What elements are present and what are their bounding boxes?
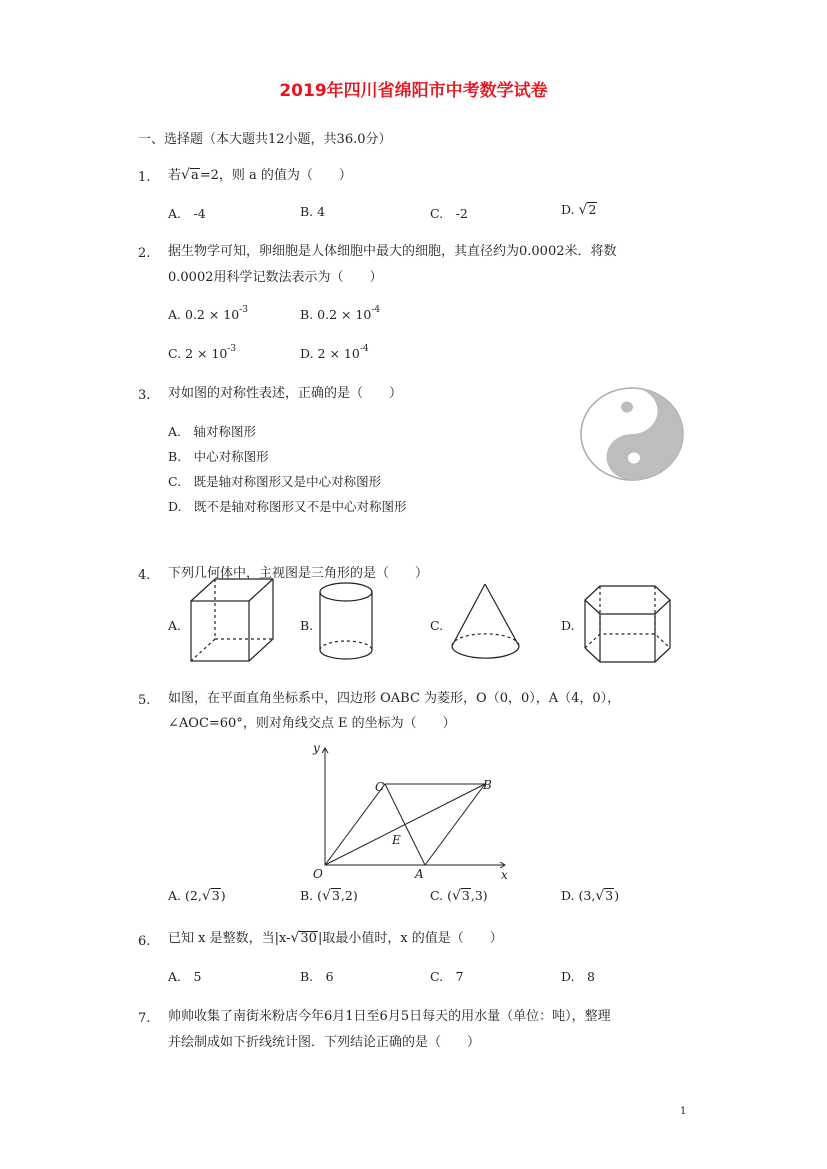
q1-radicand: a [190, 168, 199, 183]
question-2-line1: 据生物学可知，卵细胞是人体细胞中最大的细胞，其直径约为0.0002米．将数 [168, 244, 617, 259]
x-axis-label: x [501, 868, 508, 882]
point-b-label: B [483, 778, 492, 792]
q3-option-d: D. 既不是轴对称图形又不是中心对称图形 [168, 499, 407, 514]
question-4-text: 下列几何体中，主视图是三角形的是（ ） [168, 566, 429, 581]
q6-option-d: D. 8 [561, 969, 596, 984]
q6-option-a: A. 5 [168, 969, 202, 984]
rhombus-diagram [305, 740, 520, 885]
q1-post: =2，则 a 的值为（ ） [199, 168, 352, 183]
q6-option-c: C. 7 [430, 969, 464, 984]
question-6-text: 已知 x 是整数，当|x-√30|取最小值时，x 的值是（ ） [168, 930, 503, 946]
question-number: 2. [138, 246, 151, 261]
q4-label-a: A. [168, 618, 182, 633]
question-7-line2: 并绘制成如下折线统计图．下列结论正确的是（ ） [168, 1035, 481, 1050]
cylinder-figure [315, 580, 380, 666]
q1-option-d: D. √2 [561, 202, 597, 218]
question-number: 6. [138, 934, 151, 949]
question-1-text: 若√a=2，则 a 的值为（ ） [168, 167, 352, 183]
q1-option-a: A. -4 [168, 206, 206, 221]
question-3-text: 对如图的对称性表述，正确的是（ ） [168, 386, 403, 401]
point-e-label: E [392, 833, 401, 847]
page-number: 1 [680, 1106, 687, 1117]
question-number: 7. [138, 1011, 151, 1026]
q3-option-c: C. 既是轴对称图形又是中心对称图形 [168, 474, 382, 489]
q4-label-d: D. [561, 618, 575, 633]
question-5-line2: ∠AOC=60°，则对角线交点 E 的坐标为（ ） [168, 716, 456, 731]
question-number: 3. [138, 388, 151, 403]
question-7-line1: 帅帅收集了南街米粉店今年6月1日至6月5日每天的用水量（单位：吨），整理 [168, 1009, 611, 1024]
q3-option-b: B. 中心对称图形 [168, 449, 269, 464]
question-number: 4. [138, 568, 151, 583]
question-number: 5. [138, 693, 151, 708]
section-heading: 一、选择题（本大题共12小题，共36.0分） [138, 132, 392, 147]
cube-figure [185, 574, 280, 666]
q1-option-b: B. 4 [300, 204, 326, 219]
question-5-line1: 如图，在平面直角坐标系中，四边形 OABC 为菱形，O（0，0），A（4，0）， [168, 691, 621, 706]
q5-option-c: C. (√3,3) [430, 888, 488, 904]
taiji-figure [578, 385, 686, 483]
q2-option-c: C. $2 \times 10^{-3}$ [168, 344, 237, 362]
question-number: 1. [138, 170, 151, 185]
q2-option-d: D. $2 \times 10^{-4}$ [300, 344, 369, 362]
point-c-label: C [375, 780, 385, 794]
point-o-label: O [313, 867, 323, 881]
q6-option-b: B. 6 [300, 969, 334, 984]
page-title: 2019年四川省绵阳市中考数学试卷 [279, 81, 548, 101]
cone-figure [448, 582, 523, 666]
q5-option-b: B. (√3,2) [300, 888, 358, 904]
q2-option-b: B. $0.2 \times 10^{-4}$ [300, 305, 381, 323]
q1-option-c: C. -2 [430, 206, 468, 221]
q4-label-b: B. [300, 618, 314, 633]
q3-option-a: A. 轴对称图形 [168, 424, 257, 439]
question-2-line2: 0.0002用科学记数法表示为（ ） [168, 270, 383, 285]
point-a-label: A [415, 867, 424, 881]
q5-option-a: A. (2,√3) [168, 888, 226, 904]
q5-option-d: D. (3,√3) [561, 888, 620, 904]
q4-label-c: C. [430, 618, 444, 633]
q1-pre: 若 [168, 168, 182, 183]
q2-option-a: A. $0.2 \times 10^{-3}$ [168, 305, 248, 323]
hexagonal-prism-figure [580, 578, 675, 664]
y-axis-label: y [313, 741, 320, 755]
